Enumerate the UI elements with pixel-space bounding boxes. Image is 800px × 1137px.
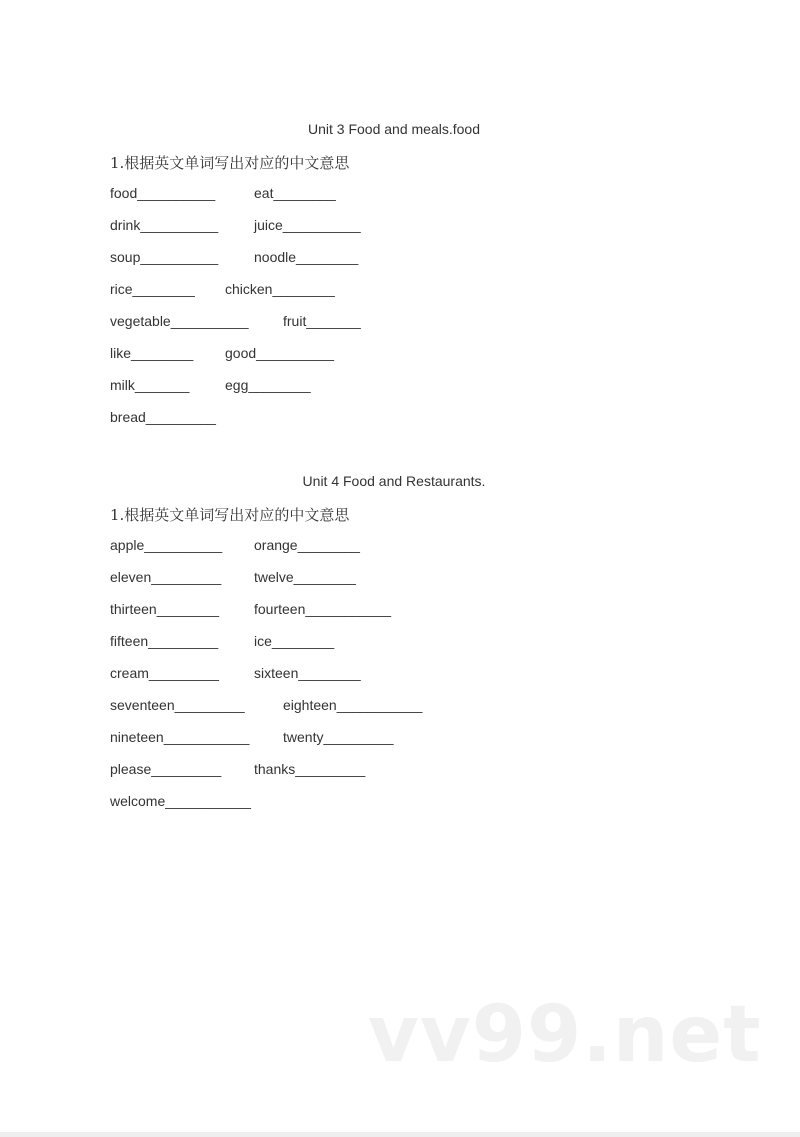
vocab-item: eleven_________: [110, 569, 222, 585]
vocab-item: welcome___________: [110, 793, 251, 809]
vocab-item: fruit_______: [283, 313, 361, 329]
vocab-item: fourteen___________: [254, 601, 392, 617]
vocab-item: nineteen___________: [110, 729, 250, 745]
vocab-item: eighteen___________: [283, 697, 423, 713]
unit3-title: Unit 3 Food and meals.food: [308, 121, 480, 137]
vocab-item: thirteen________: [110, 601, 219, 617]
vocab-item: soup__________: [110, 249, 219, 265]
vocab-item: please_________: [110, 761, 222, 777]
vocab-item: milk_______: [110, 377, 190, 393]
vocab-item: cream_________: [110, 665, 219, 681]
vocab-item: chicken________: [225, 281, 335, 297]
vocab-item: thanks_________: [254, 761, 366, 777]
vocab-item: food__________: [110, 185, 216, 201]
vocab-item: sixteen________: [254, 665, 361, 681]
vocab-item: ice________: [254, 633, 335, 649]
vocab-item: bread_________: [110, 409, 216, 425]
vocab-item: orange________: [254, 537, 360, 553]
unit4-title: Unit 4 Food and Restaurants.: [302, 473, 486, 489]
page-bottom-edge: [0, 1132, 800, 1137]
vocab-item: fifteen_________: [110, 633, 219, 649]
vocab-item: noodle________: [254, 249, 359, 265]
vocab-item: twenty_________: [283, 729, 394, 745]
vocab-item: good__________: [225, 345, 335, 361]
vocab-item: eat________: [254, 185, 336, 201]
vocab-item: seventeen_________: [110, 697, 245, 713]
vocab-item: like________: [110, 345, 194, 361]
vocab-item: egg________: [225, 377, 311, 393]
vocab-item: rice________: [110, 281, 195, 297]
vocab-item: apple__________: [110, 537, 223, 553]
vocab-item: juice__________: [254, 217, 361, 233]
vocab-item: vegetable__________: [110, 313, 249, 329]
vocab-item: drink__________: [110, 217, 219, 233]
unit3-instruction: 1.根据英文单词写出对应的中文意思: [110, 154, 350, 172]
unit4-instruction: 1.根据英文单词写出对应的中文意思: [110, 506, 350, 524]
vocab-item: twelve________: [254, 569, 356, 585]
watermark: vv99.net: [368, 990, 762, 1080]
